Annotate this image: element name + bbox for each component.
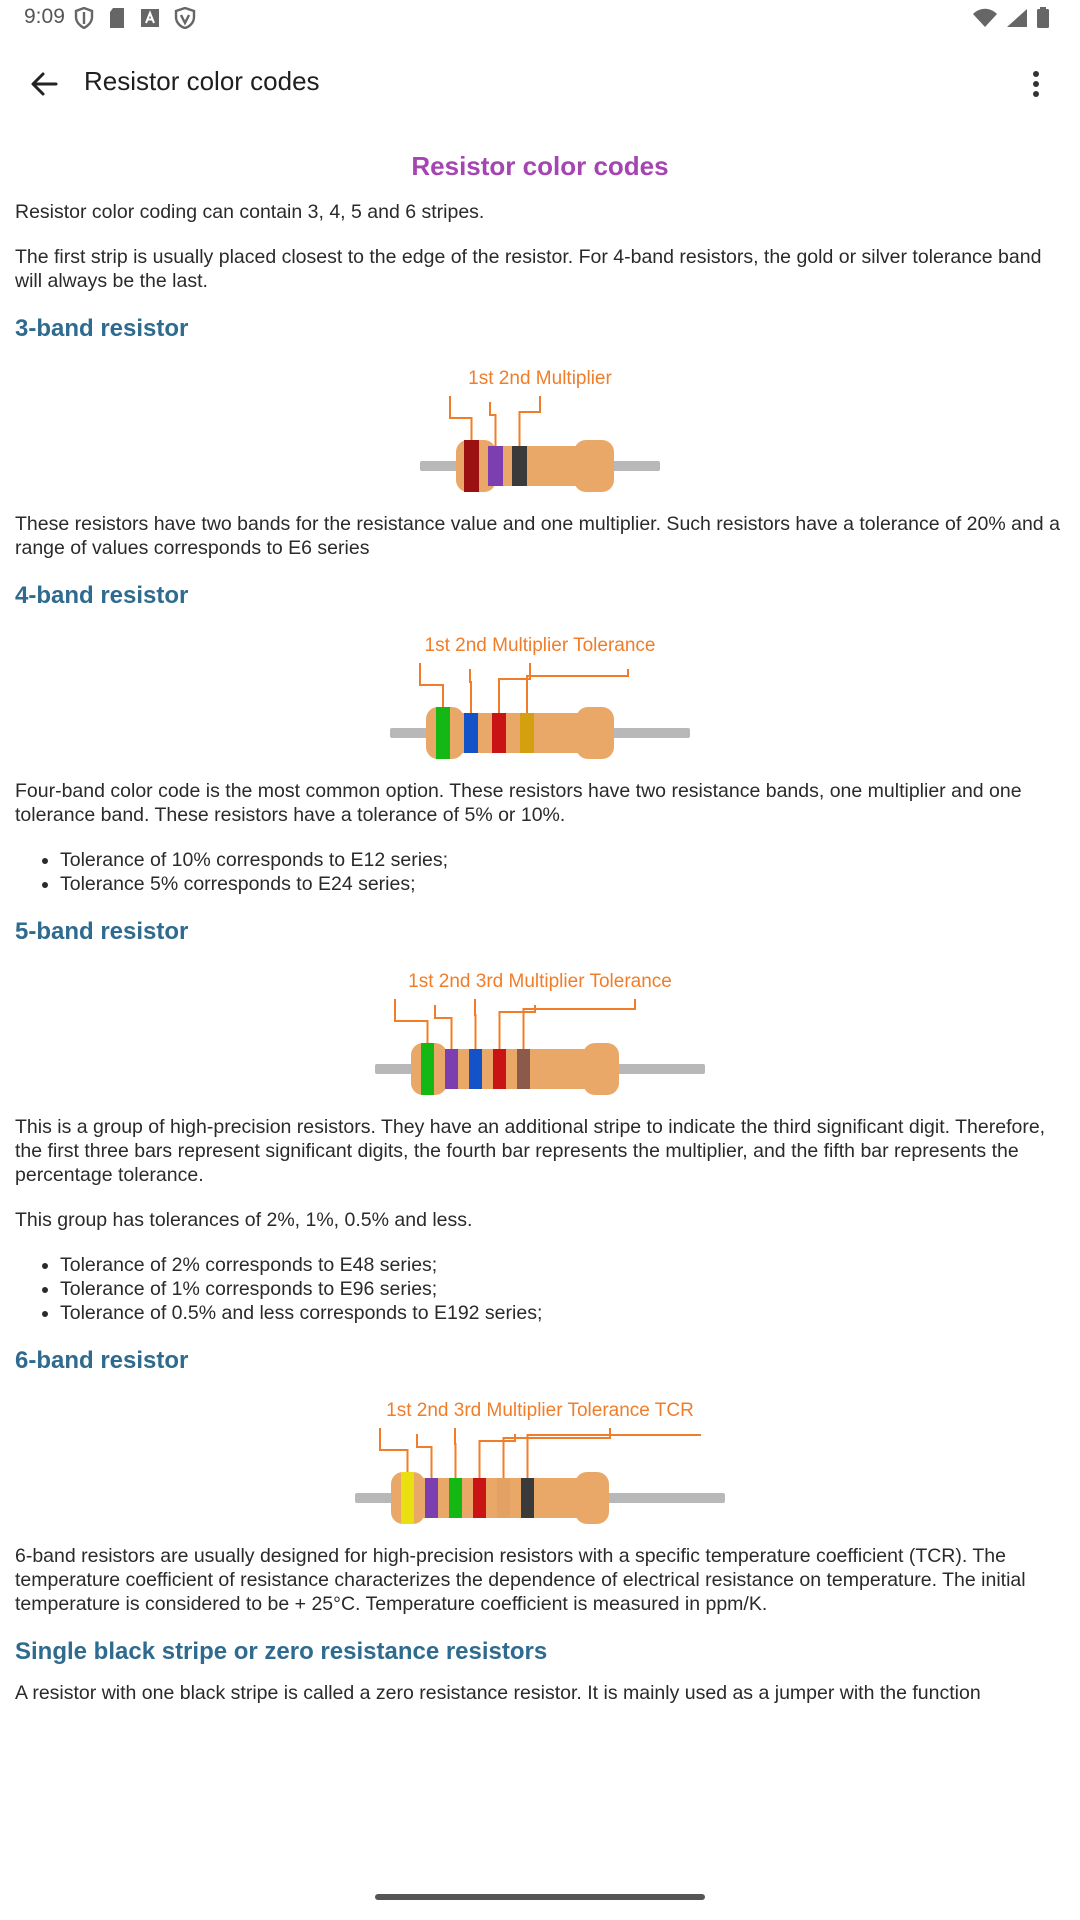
navigation-bar	[0, 1872, 1080, 1920]
color-band	[425, 1478, 438, 1518]
band-label: 1st	[468, 368, 494, 389]
leader-line	[480, 1434, 516, 1478]
tolerance-list-4-band	[60, 848, 1065, 896]
intro-paragraph-1: Resistor color coding can contain 3, 4, 5 and 6 stripes.	[15, 201, 485, 223]
band-label: 1st	[408, 971, 434, 992]
color-band	[421, 1043, 434, 1095]
app-title: Resistor color codes	[84, 66, 320, 96]
section-text-zero-resistance: A resistor with one black stripe is called a zero resistance resistor. It is mainly used as a jumper with the function	[15, 1682, 981, 1704]
sd-card-icon	[108, 7, 126, 29]
color-band	[493, 1049, 506, 1089]
status-icons-left	[74, 7, 196, 29]
leader-line	[499, 663, 530, 713]
page-heading: Resistor color codes	[411, 151, 669, 181]
color-band	[488, 446, 503, 486]
figure-3-band	[15, 358, 1065, 498]
color-band	[436, 707, 450, 759]
band-label: 2nd	[449, 635, 487, 656]
leader-line	[475, 999, 476, 1049]
back-button[interactable]	[18, 58, 70, 110]
signal-icon	[1006, 8, 1028, 28]
leader-line	[520, 396, 541, 446]
leader-line	[420, 663, 443, 707]
color-band	[512, 446, 527, 486]
resistor-end-cap	[574, 440, 614, 492]
color-band	[521, 1478, 534, 1518]
leader-line	[435, 1005, 452, 1049]
article-content[interactable]	[15, 146, 1065, 1872]
resistor-end-cap	[576, 707, 614, 759]
band-label: Multiplier	[486, 635, 569, 656]
resistor-3-band-diagram	[420, 358, 660, 498]
section-text-3-band: These resistors have two bands for the resistance value and one multiplier. Such resistors have a tolerance of 20% and a range of values corresponds to E6 series	[15, 513, 1060, 559]
leader-line	[380, 1428, 408, 1472]
section-text-5-band-tolerances: This group has tolerances of 2%, 1%, 0.5% and less.	[15, 1209, 473, 1231]
leader-line	[528, 1434, 701, 1478]
band-labels	[386, 1400, 694, 1421]
status-time: 9:09	[24, 5, 65, 28]
figure-4-band	[15, 625, 1065, 765]
band-label: 3rd	[448, 1400, 482, 1421]
figure-5-band	[15, 961, 1065, 1101]
color-band	[445, 1049, 458, 1089]
color-band	[401, 1472, 414, 1524]
leader-line	[455, 1428, 456, 1478]
color-band	[469, 1049, 482, 1089]
tolerance-list-5-band	[60, 1253, 1065, 1325]
band-label: 2nd	[411, 1400, 449, 1421]
band-label: Tolerance	[568, 635, 656, 656]
band-label: Multiplier	[503, 971, 585, 992]
a-badge-icon	[140, 8, 160, 28]
band-label: 3rd	[470, 971, 504, 992]
color-band	[464, 440, 479, 492]
leader-line	[527, 669, 628, 713]
band-labels	[425, 635, 656, 656]
section-title-5-band: 5-band resistor	[15, 918, 189, 945]
vpn-icon	[174, 7, 196, 29]
section-title-zero-resistance: Single black stripe or zero resistance resistors	[15, 1638, 548, 1665]
home-indicator[interactable]	[375, 1894, 705, 1900]
leader-line	[490, 402, 496, 446]
resistor-5-band-diagram	[375, 961, 705, 1101]
band-label: Multiplier	[481, 1400, 563, 1421]
band-label: Tolerance	[562, 1400, 650, 1421]
leader-line	[417, 1434, 432, 1478]
color-band	[497, 1478, 510, 1518]
section-title-4-band: 4-band resistor	[15, 582, 189, 609]
resistor-4-band-diagram	[390, 625, 690, 765]
section-title-6-band: 6-band resistor	[15, 1347, 189, 1374]
band-labels	[408, 971, 672, 992]
band-label: 2nd	[493, 368, 531, 389]
band-label: TCR	[649, 1400, 694, 1421]
leader-line	[450, 396, 472, 440]
section-text-4-band: Four-band color code is the most common option. These resistors have two resistance bands, one multiplier and one tolerance band. These resistors have a tolerance of 5% or 10%.	[15, 780, 1022, 826]
list-item: • Tolerance 5% corresponds to E24 series;	[60, 872, 1065, 896]
band-label: Multiplier	[530, 368, 612, 389]
more-vert-icon	[1031, 69, 1041, 99]
section-title-3-band: 3-band resistor	[15, 315, 189, 342]
wifi-icon	[972, 8, 998, 28]
list-item: • Tolerance of 10% corresponds to E12 series;	[60, 848, 1065, 872]
color-band	[473, 1478, 486, 1518]
intro-paragraph-2: The first strip is usually placed closest to the edge of the resistor. For 4-band resistors, the gold or silver tolerance band will always be the last.	[15, 246, 1042, 292]
resistor-end-cap	[583, 1043, 619, 1095]
band-label: 2nd	[433, 971, 471, 992]
resistor-6-band-diagram	[355, 1390, 725, 1530]
color-band	[520, 713, 534, 753]
leader-line	[470, 669, 471, 713]
status-icons-right	[972, 7, 1050, 29]
color-band	[492, 713, 506, 753]
leader-line	[500, 1005, 536, 1049]
color-band	[449, 1478, 462, 1518]
leader-line	[524, 999, 636, 1049]
list-item: • Tolerance of 2% corresponds to E48 series;	[60, 1253, 1065, 1277]
status-bar	[0, 0, 1080, 36]
list-item: • Tolerance of 0.5% and less corresponds to E192 series;	[60, 1301, 1065, 1325]
leader-line	[395, 999, 428, 1043]
app-bar	[0, 44, 1080, 124]
band-label: 1st	[386, 1400, 412, 1421]
band-labels	[468, 368, 612, 389]
band-label: 1st	[424, 635, 450, 656]
section-text-6-band: 6-band resistors are usually designed for high-precision resistors with a specific temperature coefficient (TCR). The temperature coefficient of resistance characterizes the dependence of electrical resistance on temperature. The initial temperature is considered to be + 25°C. Temperature coefficient is measured in ppm/K.	[15, 1545, 1026, 1615]
arrow-back-icon	[29, 69, 59, 99]
section-text-5-band: This is a group of high-precision resistors. They have an additional stripe to indicate the third significant digit. Therefore, the first three bars represent significant digits, the fourth bar represents the multiplier, and the fifth bar represents the percentage tolerance.	[15, 1116, 1046, 1186]
band-label: Tolerance	[584, 971, 672, 992]
list-item: • Tolerance of 1% corresponds to E96 series;	[60, 1277, 1065, 1301]
color-band	[464, 713, 478, 753]
shield-icon	[74, 7, 94, 29]
resistor-end-cap	[575, 1472, 609, 1524]
battery-icon	[1036, 7, 1050, 29]
figure-6-band	[15, 1390, 1065, 1530]
color-band	[517, 1049, 530, 1089]
more-options-button[interactable]	[1010, 58, 1062, 110]
